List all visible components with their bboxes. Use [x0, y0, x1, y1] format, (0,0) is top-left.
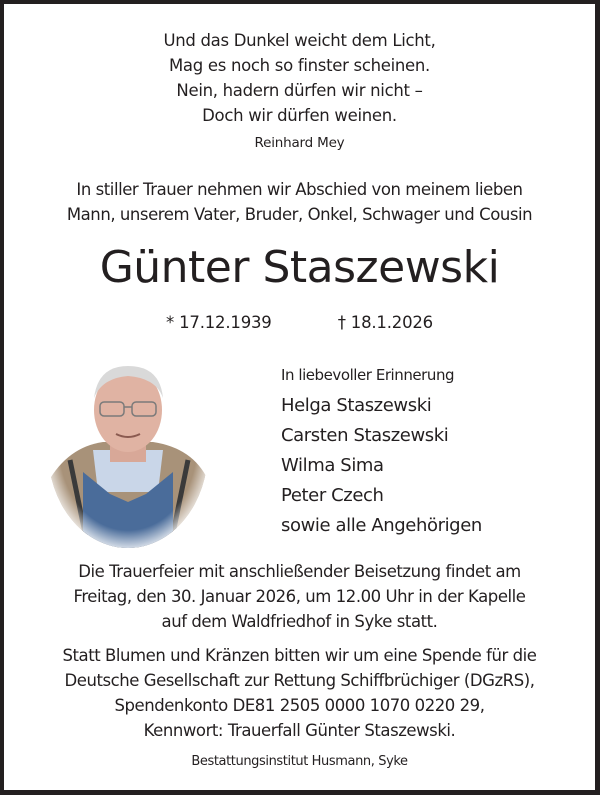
service-line: Freitag, den 30. Januar 2026, um 12.00 Uhr in der Kapelle — [73, 587, 526, 606]
poem-line: Mag es noch so finster scheinen. — [169, 56, 430, 75]
death-date: † 18.1.2026 — [337, 313, 433, 332]
donation-line: Spendenkonto DE81 2505 0000 1070 0220 29, — [114, 696, 485, 715]
intro-line: Mann, unserem Vater, Bruder, Onkel, Schwager und Cousin — [66, 205, 533, 224]
poem-line: Nein, hadern dürfen wir nicht – — [176, 81, 423, 100]
undertaker: Bestattungsinstitut Husmann, Syke — [191, 754, 408, 769]
poem-author: Reinhard Mey — [254, 135, 345, 151]
poem-line: Doch wir dürfen weinen. — [202, 106, 397, 125]
poem-line: Und das Dunkel weicht dem Licht, — [163, 31, 436, 50]
portrait-photo — [48, 352, 208, 548]
donation-line: Kennwort: Trauerfall Günter Staszewski. — [143, 721, 456, 740]
service-line: auf dem Waldfriedhof in Syke statt. — [161, 612, 438, 631]
family-member: Wilma Sima — [281, 455, 384, 476]
birth-date: * 17.12.1939 — [166, 313, 272, 332]
family-member: Carsten Staszewski — [281, 425, 449, 446]
deceased-name: Günter Staszewski — [99, 242, 500, 293]
life-dates — [4, 313, 595, 332]
family-member: Peter Czech — [281, 485, 384, 506]
donation-line: Statt Blumen und Kränzen bitten wir um eine Spende für die — [62, 646, 537, 665]
family-member: Helga Staszewski — [281, 395, 432, 416]
intro-line: In stiller Trauer nehmen wir Abschied von meinem lieben — [76, 180, 523, 199]
donation-line: Deutsche Gesellschaft zur Rettung Schiffbrüchiger (DGzRS), — [64, 671, 535, 690]
family-member: sowie alle Angehörigen — [281, 515, 482, 536]
family-heading: In liebevoller Erinnerung — [281, 366, 455, 384]
service-line: Die Trauerfeier mit anschließender Beisetzung findet am — [78, 562, 521, 581]
